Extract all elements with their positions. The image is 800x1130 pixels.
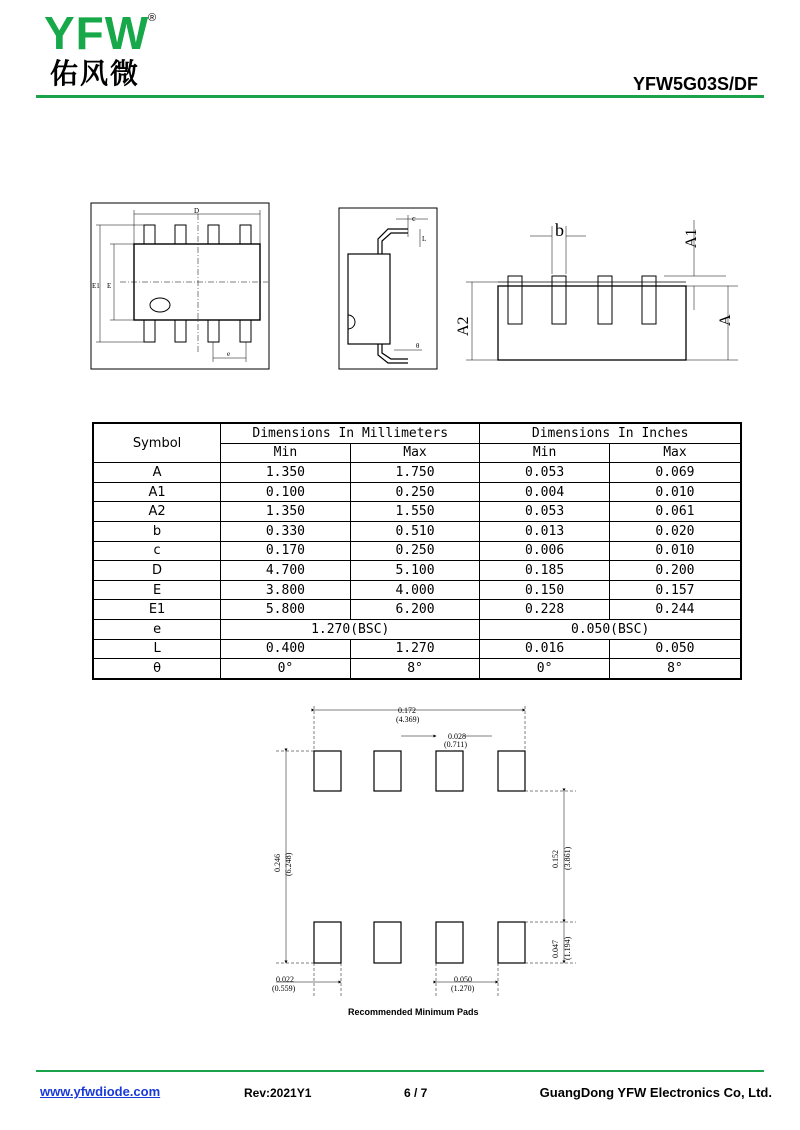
dim-e-label: E — [107, 282, 112, 290]
table-row: θ 0° 8° 0° 8° — [93, 659, 741, 679]
dim-pitch-label: e — [227, 350, 231, 358]
company-name: GuangDong YFW Electronics Co, Ltd. — [539, 1085, 772, 1100]
logo-chinese-name: 佑风微 — [50, 57, 141, 90]
dim-l-label: L — [422, 235, 427, 243]
dim-a2-label: A2 — [455, 316, 472, 336]
dim-c-label: c — [412, 214, 416, 223]
mm-max-header: Max — [350, 443, 480, 463]
pad-pitch-mm: (1.270) — [451, 984, 475, 993]
dim-a1-label: A1 — [683, 228, 700, 248]
table-row: L 0.400 1.270 0.016 0.050 — [93, 639, 741, 659]
front-view-drawing — [455, 212, 748, 372]
table-row: E 3.800 4.000 0.150 0.157 — [93, 580, 741, 600]
logo-registered-mark: ® — [148, 12, 157, 24]
dim-d-label: D — [194, 207, 200, 215]
pad-pitch-in: 0.050 — [454, 975, 472, 984]
dimensions-table — [92, 422, 742, 680]
symbol-header: Symbol — [93, 423, 221, 463]
top-view-drawing — [90, 202, 270, 370]
mm-header: Dimensions In Millimeters — [221, 423, 480, 443]
pads-caption: Recommended Minimum Pads — [348, 1007, 479, 1017]
dim-b-label: b — [555, 220, 564, 240]
table-row: b 0.330 0.510 0.013 0.020 — [93, 521, 741, 541]
pad-width-in: 0.172 — [398, 706, 416, 715]
pad-inner-in: 0.152 — [551, 850, 560, 868]
pad-height-mm: (6.248) — [284, 852, 293, 876]
dim-e1-label: E1 — [92, 282, 100, 290]
in-min-header: Min — [480, 443, 610, 463]
logo-letters: YFW — [44, 7, 150, 59]
header-divider — [36, 95, 764, 98]
pad-w-in: 0.028 — [448, 732, 466, 741]
page-number: 6 / 7 — [404, 1086, 428, 1100]
revision-text: Rev:2021Y1 — [244, 1086, 312, 1100]
footer-divider — [36, 1070, 764, 1072]
mm-min-header: Min — [221, 443, 351, 463]
dim-theta-label: θ — [416, 342, 420, 350]
table-row: e 1.270(BSC) 0.050(BSC) — [93, 619, 741, 639]
pad-edge-mm: (0.559) — [272, 984, 296, 993]
dim-a-label: A — [717, 314, 734, 326]
recommended-pads-drawing — [260, 700, 590, 1030]
pad-h-mm: (1.194) — [563, 936, 572, 960]
pad-w-mm: (0.711) — [444, 740, 468, 749]
side-view-drawing — [338, 207, 438, 370]
in-max-header: Max — [609, 443, 741, 463]
part-number: YFW5G03S/DF — [632, 74, 758, 94]
pad-height-in: 0.246 — [273, 854, 282, 872]
pad-width-mm: (4.369) — [396, 715, 420, 724]
pad-h-in: 0.047 — [551, 940, 560, 958]
table-row: A 1.350 1.750 0.053 0.069 — [93, 463, 741, 483]
pad-inner-mm: (3.861) — [563, 846, 572, 870]
pad-edge-in: 0.022 — [276, 975, 294, 984]
table-row: A2 1.350 1.550 0.053 0.061 — [93, 502, 741, 522]
table-row: E1 5.800 6.200 0.228 0.244 — [93, 600, 741, 620]
table-row: c 0.170 0.250 0.006 0.010 — [93, 541, 741, 561]
inch-header: Dimensions In Inches — [480, 423, 741, 443]
table-row: A1 0.100 0.250 0.004 0.010 — [93, 482, 741, 502]
website-link[interactable]: www.yfwdiode.com — [40, 1084, 161, 1099]
table-row: D 4.700 5.100 0.185 0.200 — [93, 561, 741, 581]
